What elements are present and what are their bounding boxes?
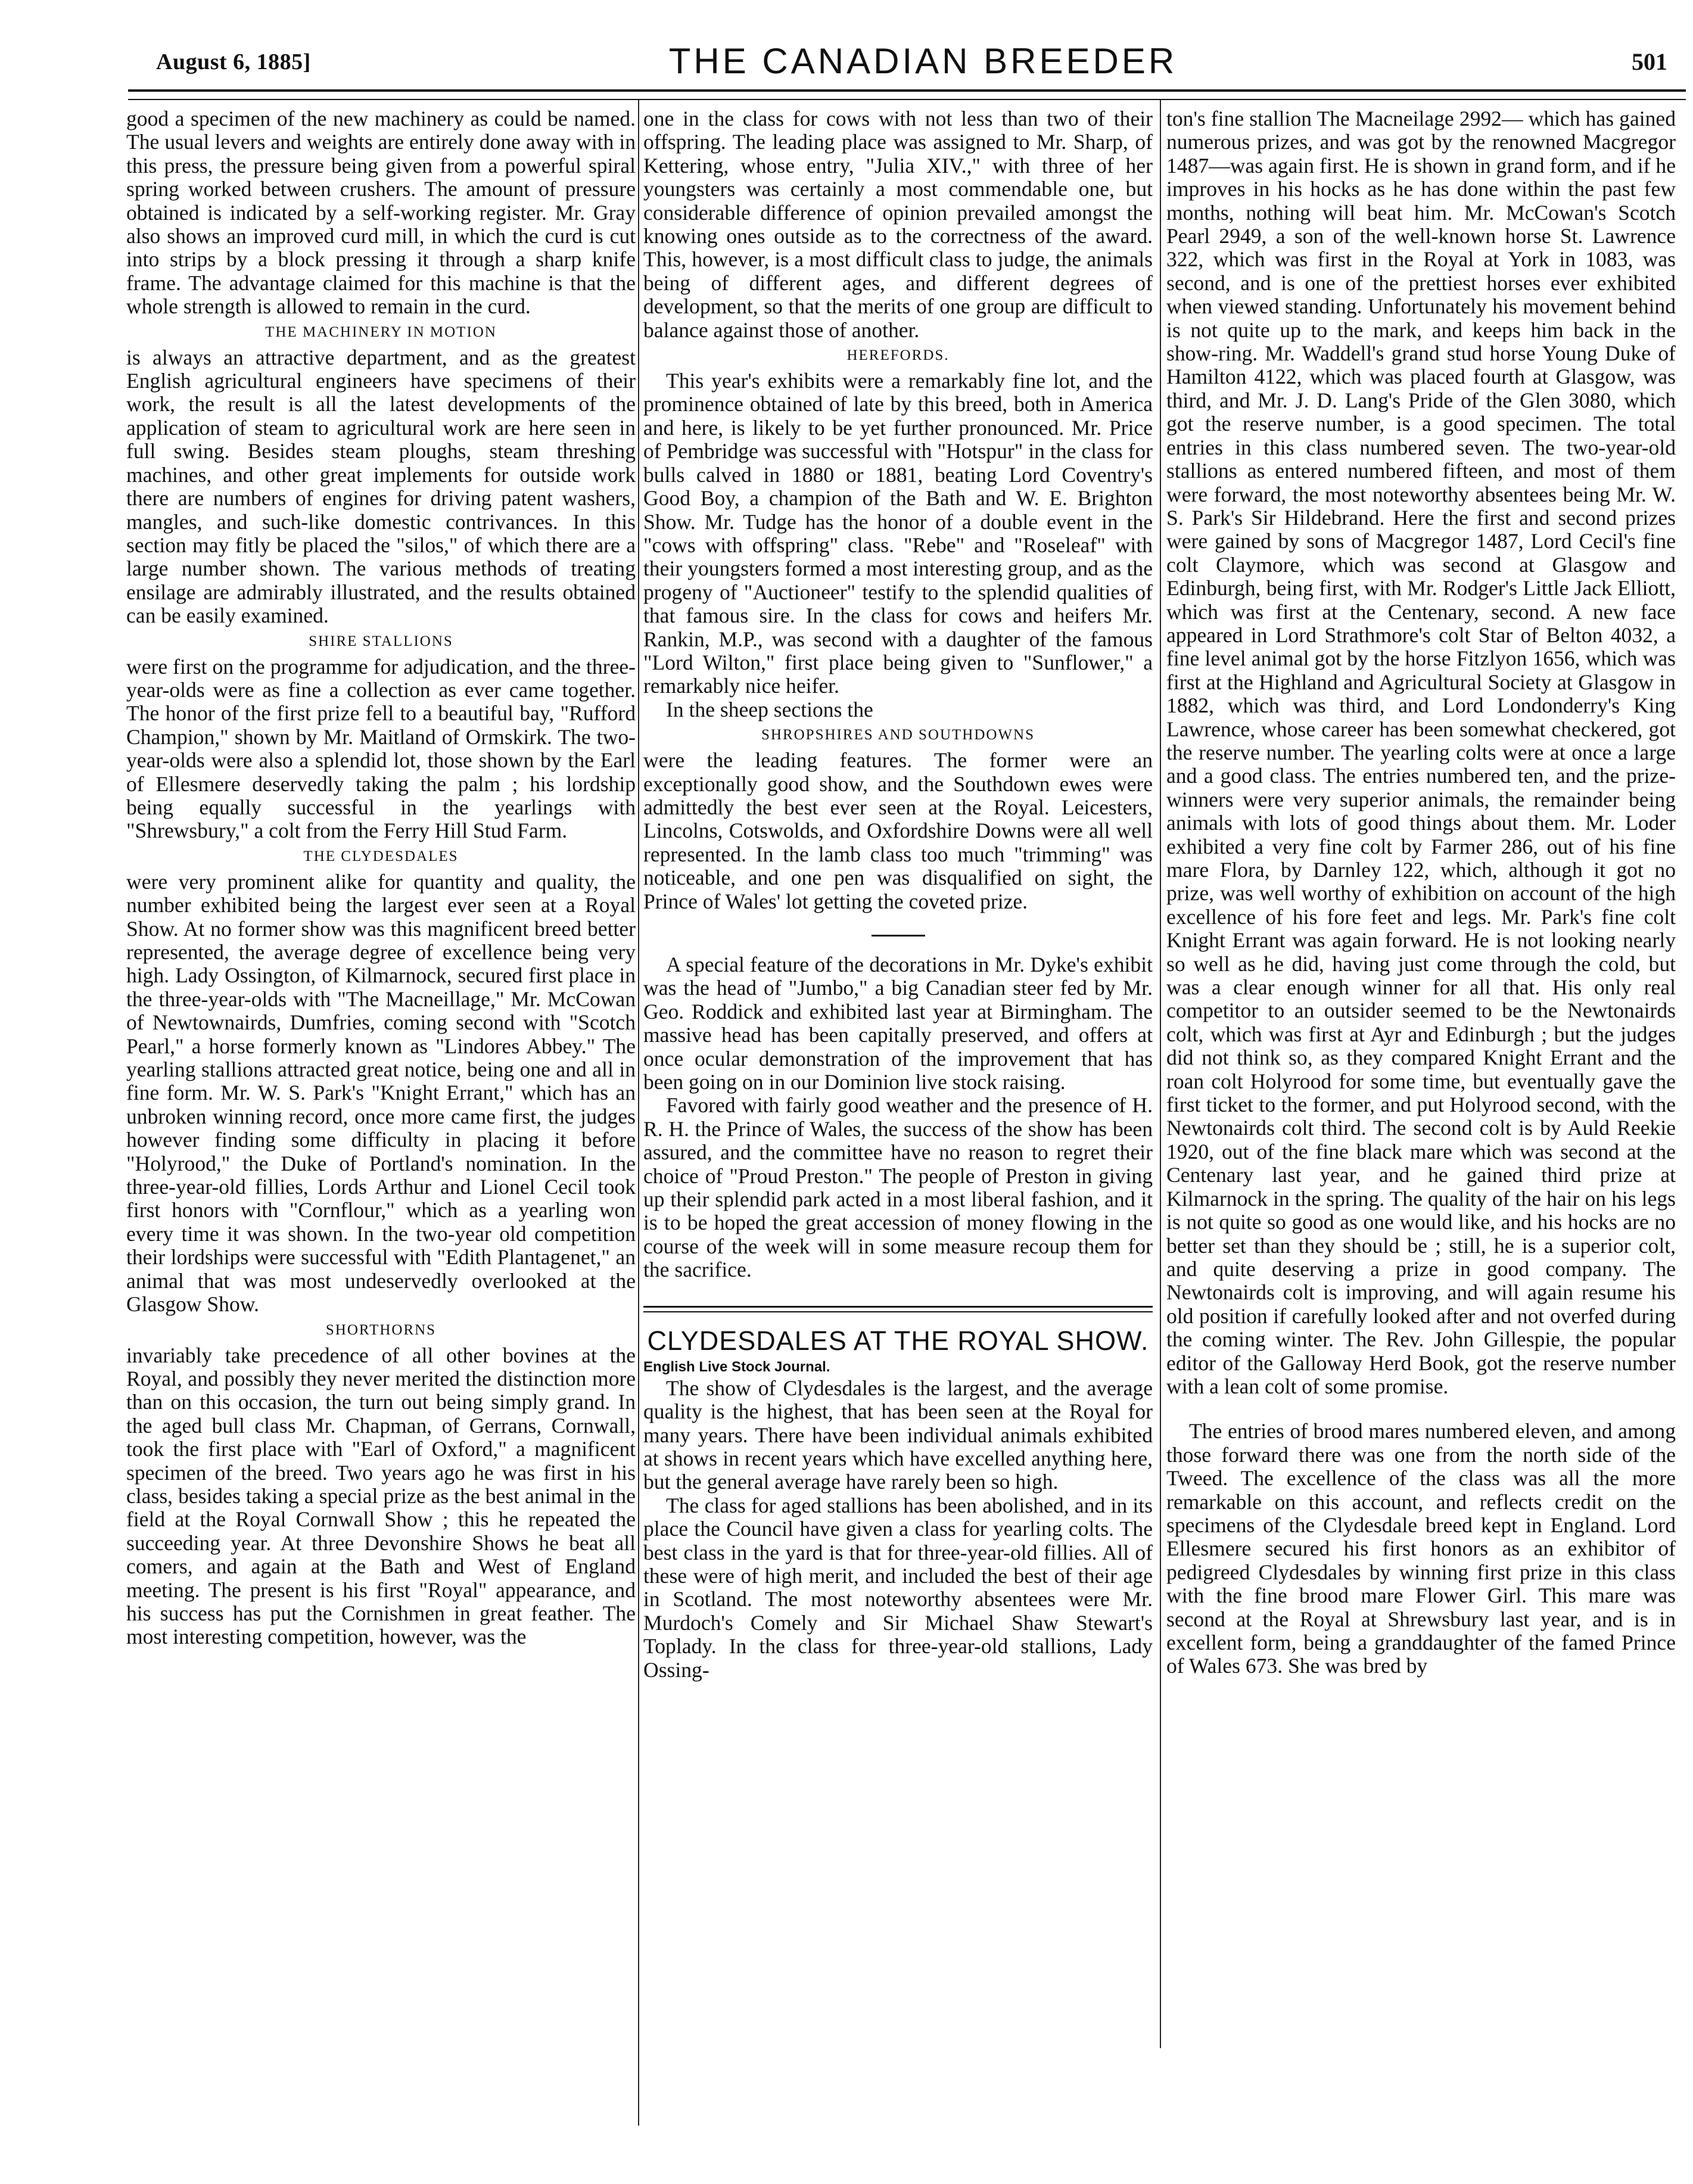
paragraph: This year's exhibits were a remarkably fine lot, and the prominence obtained of late by this breed, both in America and here, is likely to be yet further pronounced. Mr. Price of Pembridge was successful with "Hotspur" in the class for bulls calved in 1880 or 1881, beating Lord Coventry's Good Boy, a champion of the Bath and W. E. Brighton Show. Mr. Tudge has the honor of a double event in the "cows with offspring" class. "Rebe" and "Roseleaf" with their youngsters formed a most interesting group, and as the progeny of "Auctioneer" testify to the splendid qualities of that famous sire. In the class for cows and heifers Mr. Rankin, M.P., was second with a daughter of the famous "Lord Wilton," first place being given to "Sunflower," a remarkably nice heifer. (643, 369, 1153, 698)
page-number: 501 (1632, 48, 1667, 75)
paragraph: ton's fine stallion The Macneilage 2992— which has gained numerous prizes, and was got by the renowned Macgregor 1487—was again first. He is shown in grand form, and if he improves in his hocks as he has done within the past few months, nothing will beat him. Mr. McCowan's Scotch Pearl 2949, a son of the well-known horse St. Lawrence 322, which was first in the Royal at York in 1083, was second, and is one of the prettiest horses ever exhibited when viewed standing. Unfortunately his movement behind is not quite up to the mark, and keeps him back in the show-ring. Mr. Waddell's grand stud horse Young Duke of Hamilton 4122, which was placed fourth at Glasgow, was third, and Mr. J. D. Lang's Pride of the Glen 3080, which got the reserve number, is a good specimen. The total entries in this class numbered seven. The two-year-old stallions as entered numbered fifteen, and most of them were forward, the most noteworthy absentees being Mr. W. S. Park's Sir Hildebrand. Here the first and second prizes were gained by sons of Macgregor 1487, Lord Cecil's fine colt Claymore, which was second at Glasgow and Edinburgh, being first, with Mr. Rodger's Little Jack Elliott, which was first at the Centenary, second. A new face appeared in Lord Strathmore's colt Star of Belton 4032, a fine level animal got by the horse Fitzlyon 1656, which was first at the Highland and Agricultural Society at Glasgow in 1882, which was third, and Lord Londonderry's King Lawrence, whose career has been somewhat checkered, got the reserve number. The yearling colts were at once a large and a good class. The entries numbered ten, and the prize-winners were very superior animals, the remainder being animals with lots of good things about them. Mr. Loder exhibited a very fine colt by Farmer 286, out of his fine mare Flora, by Darnley 122, which, although it got no prize, was well worthy of exhibition on account of the high excellence of his fore feet and legs. Mr. Park's fine colt Knight Errant was again forward. He is not looking nearly so well as he did, having just come through the cold, but was a clear enough winner for all that. His only real competitor to an outsider seemed to be the Newtonairds colt, which was first at Ayr and Edinburgh ; but the judges did not think so, as they compared Knight Errant and the roan colt Holyrood for some time, but eventually gave the first ticket to the former, and put Holyrood second, with the Newtonairds colt third. The second colt is by Auld Reekie 1920, out of the fine black mare which was second at the Centenary last year, and he gained third prize at Kilmarnock in the spring. The quality of the hair on his legs is not quite so good as one would like, and his hocks are no better set than they should be ; still, he is a superior colt, and quite deserving a prize in good company. The Newtonairds colt is improving, and will again resume his old position if carefully looked after and not overfed during the coming winter. The Rev. John Gillespie, the popular editor of the Galloway Herd Book, got the reserve number with a lean colt of some promise. (1166, 107, 1676, 1398)
paragraph: good a specimen of the new machinery as could be named. The usual levers and weights are entirely done away with in this press, the pressure being given from a powerful spiral spring worked between crushers. The amount of pressure obtained is indicated by a self-working register. Mr. Gray also shows an improved curd mill, in which the curd is cut into strips by a block pressing it through a sharp knife frame. The advantage claimed for this machine is that the whole strength is allowed to remain in the curd. (126, 107, 636, 319)
issue-date: August 6, 1885] (156, 49, 311, 74)
section-heading: SHIRE STALLIONS (309, 633, 453, 649)
paragraph: The class for aged stallions has been abolished, and in its place the Council have given a class for yearling colts. The best class in the yard is that for three-year-old fillies. All of these were of high merit, and included the best of their age in Scotland. The most noteworthy absentees were Mr. Murdoch's Comely and Sir Michael Shaw Stewart's Toplady. In the class for three-year-old stallions, Lady Ossing- (643, 1493, 1153, 1682)
section-divider (872, 935, 925, 937)
article-title: CLYDESDALES AT THE ROYAL SHOW. (647, 1325, 1149, 1356)
column-2 (643, 107, 1153, 1682)
section-heading: SHROPSHIRES AND SOUTHDOWNS (761, 727, 1035, 743)
paragraph: Favored with fairly good weather and the presence of H. R. H. the Prince of Wales, the success of the show has been assured, and the committee have no reason to regret their choice of "Proud Preston." The people of Preston in giving up their splendid park acted in a most liberal fashion, and it is to be hoped the great accession of money flowing in the course of the week will in some measure recoup them for the sacrifice. (643, 1093, 1153, 1282)
paragraph: A special feature of the decorations in Mr. Dyke's exhibit was the head of "Jumbo," a big Canadian steer fed by Mr. Geo. Roddick and exhibited last year at Birmingham. The massive head has been capitally preserved, and offers at once ocular demonstration of the improvement that has been going on in our Dominion live stock raising. (643, 953, 1153, 1094)
masthead-title: THE CANADIAN BREEDER (668, 41, 1178, 81)
section-heading: THE MACHINERY IN MOTION (265, 323, 497, 340)
paragraph: one in the class for cows with not less than two of their offspring. The leading place was assigned to Mr. Sharp, of Kettering, whose entry, "Julia XIV.," with three of her youngsters was certainly a most commendable one, but considerable difference of opinion prevailed amongst the knowing ones outside as to the correctness of the award. This, however, is a most difficult class to judge, the animals being of different ages, and different degrees of development, so that the merits of one group are difficult to balance against those of another. (643, 107, 1153, 342)
section-heading: THE CLYDESDALES (303, 848, 459, 864)
paragraph: In the sheep sections the (666, 697, 873, 721)
section-heading: HEREFORDS. (846, 347, 950, 364)
article-source: English Live Stock Journal. (643, 1358, 830, 1375)
paragraph-gap (1166, 1398, 1676, 1420)
column-1 (126, 107, 636, 1649)
paragraph: The entries of brood mares numbered eleven, and among those forward there was one from the north side of the Tweed. The excellence of the class was all the more remarkable on this account, and reflects credit on the specimens of the Clydesdale breed kept in England. Lord Ellesmere secured his first honors as an exhibitor of pedigreed Clydesdales by winning first prize in this class with the fine brood mare Flower Girl. This mare was second at the Royal at Shrewsbury last year, and is in excellent form, being a granddaughter of the famed Prince of Wales 673. She was bred by (1166, 1419, 1676, 1678)
paragraph: were very prominent alike for quantity and quality, the number exhibited being the largest ever seen at a Royal Show. At no former show was this magnificent breed better represented, the average degree of excellence being very high. Lady Ossington, of Kilmarnock, secured first place in the three-year-olds with "The Macneillage," Mr. McCowan of Newtownairds, Dumfries, coming second with "Scotch Pearl," a horse formerly known as "Lindores Abbey." The yearling stallions attracted great notice, being one and all in fine form. Mr. W. S. Park's "Knight Errant," which has an unbroken winning record, once more came first, the judges however finding some difficulty in placing it before "Holyrood," the Duke of Portland's nomination. In the three-year-old fillies, Lords Arthur and Lionel Cecil took first honors with "Cornflour," which as a yearling won every time it was shown. In the two-year old competition their lordships were successful with "Edith Plantagenet," an animal that was most undeservedly overlooked at the Glasgow Show. (126, 869, 636, 1317)
header-rule (128, 89, 1686, 92)
column-divider (1160, 100, 1161, 2048)
paragraph: The show of Clydesdales is the largest, and the average quality is the highest, that has been seen at the Royal for many years. There have been individual animals exhibited at shows in recent years which have excelled anything here, but the general average have rarely been so high. (643, 1376, 1153, 1494)
paragraph: invariably take precedence of all other bovines at the Royal, and possibly they never merited the distinction more than on this occasion, the turn out being simply grand. In the aged bull class Mr. Chapman, of Gerrans, Cornwall, took the first place with "Earl of Oxford," a magnificent specimen of the breed. Two years ago he was first in his class, besides taking a special prize as the best animal in the field at the Royal Cornwall Show ; this he repeated the succeeding year. At three Devonshire Shows he beat all comers, and again at the Bath and West of England meeting. The present is his first "Royal" appearance, and his success has put the Cornishmen in great feather. The most interesting competition, however, was the (126, 1343, 636, 1649)
paragraph: were first on the programme for adjudication, and the three-year-olds were as fine a collection as ever came together. The honor of the first prize fell to a beautiful bay, "Rufford Champion," shown by Mr. Maitland of Ormskirk. The two-year-olds were also a splendid lot, those shown by the Earl of Ellesmere deservedly taking the palm ; his lordship being equally successful in the yearlings with "Shrewsbury," a colt from the Ferry Hill Stud Farm. (126, 654, 636, 843)
header-rule-thin (128, 99, 1686, 100)
article-divider (643, 1306, 1153, 1312)
column-3 (1166, 107, 1676, 1678)
paragraph: is always an attractive department, and as the greatest English agricultural engineers have specimens of their work, the result is all the latest developments of the application of steam to agricultural work are here seen in full swing. Besides steam ploughs, steam threshing machines, and other great implements for outside work there are numbers of engines for driving patent washers, mangles, and such-like domestic contrivances. In this section may fitly be placed the "silos," of which there are a large number shown. The various methods of treating ensilage are admirably illustrated, and the results obtained can be easily examined. (126, 345, 636, 628)
column-divider (638, 100, 639, 2126)
section-heading: SHORTHORNS (325, 1321, 437, 1338)
page-header (156, 41, 1690, 88)
paragraph: were the leading features. The former were an exceptionally good show, and the Southdown ewes were admittedly the best ever seen at the Royal. Leicesters, Lincolns, Cotswolds, and Oxfordshire Downs were all well represented. In the lamb class too much "trimming" was noticeable, and one pen was disqualified on sight, the Prince of Wales' lot getting the coveted prize. (643, 748, 1153, 913)
